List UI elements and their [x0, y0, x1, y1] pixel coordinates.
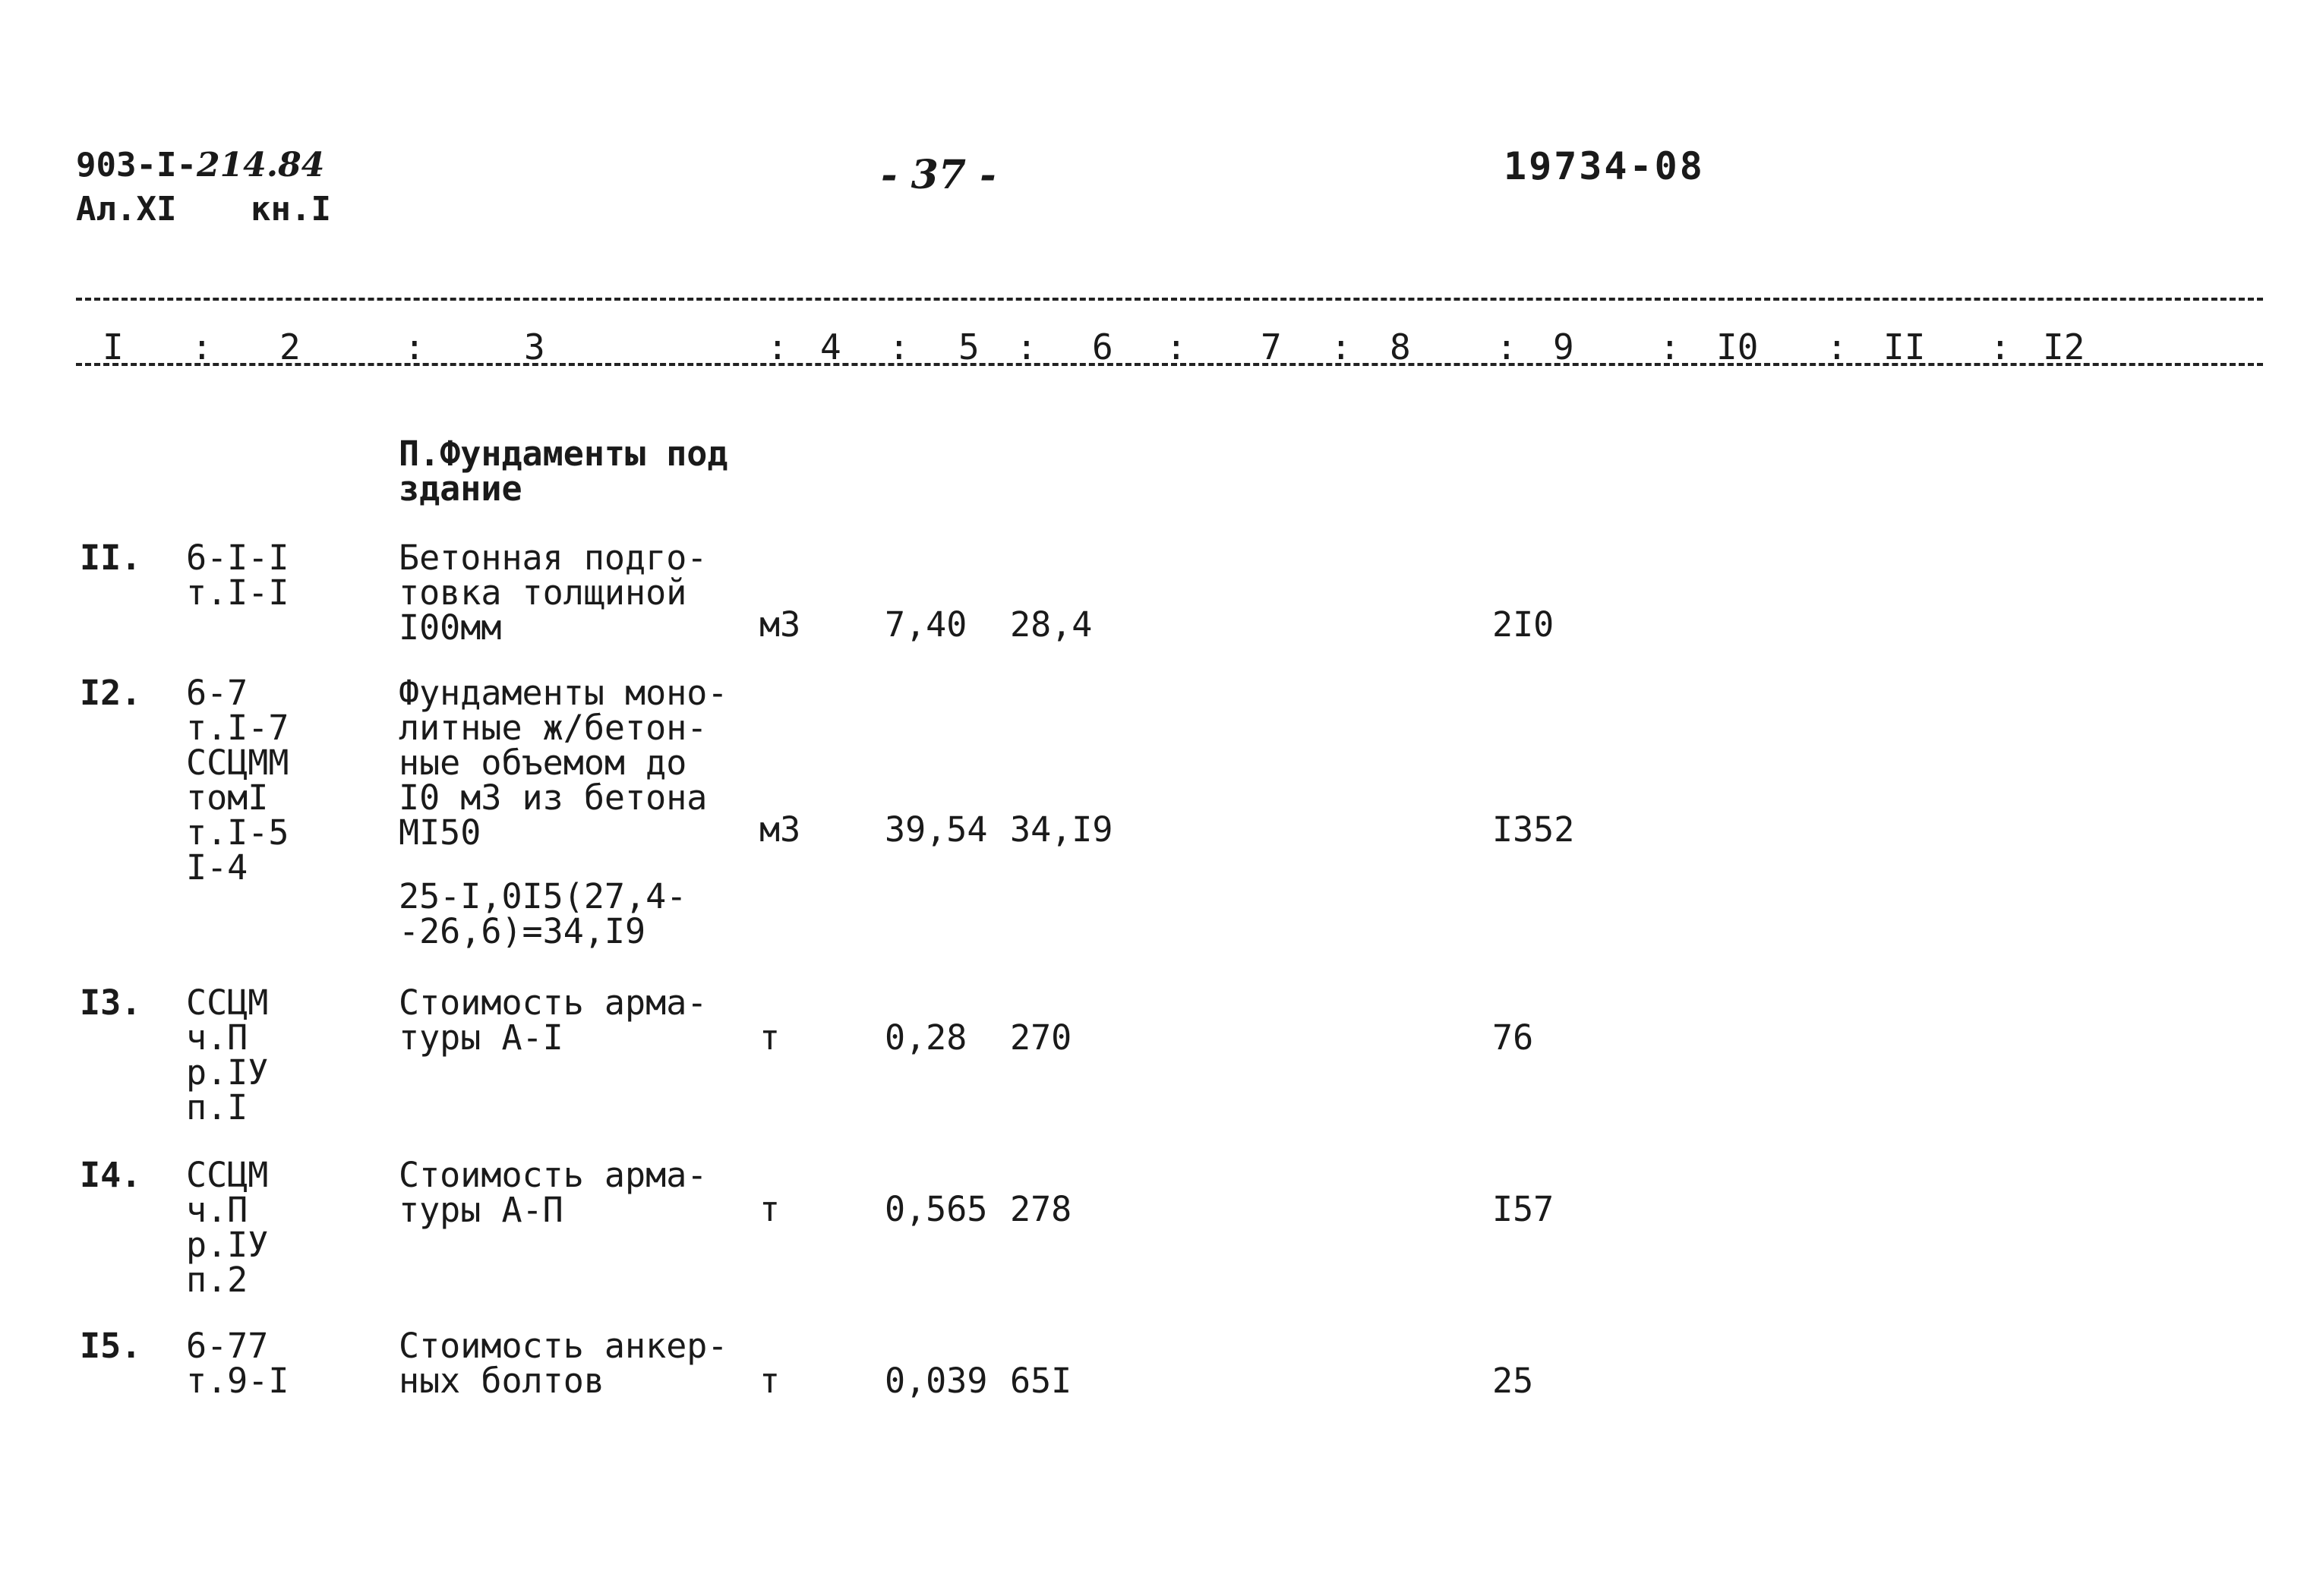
norm-reference: 6-77 т.9-I — [186, 1326, 289, 1401]
row-number: I3. — [80, 983, 142, 1023]
document-code-prefix: 903-I- — [76, 146, 197, 185]
document-code — [76, 146, 324, 185]
column-number: 6 — [1092, 326, 1113, 367]
column-separator: : — [1016, 326, 1037, 367]
unit: т — [759, 1189, 781, 1229]
column-number: I — [103, 326, 124, 367]
work-description: Стоимость арма- туры А-П — [399, 1155, 708, 1230]
column-separator: : — [1659, 326, 1681, 367]
unit: т — [759, 1017, 781, 1058]
quantity: 7,40 — [885, 604, 967, 645]
column-number: 8 — [1390, 326, 1411, 367]
unit-price: 28,4 — [1010, 604, 1093, 645]
table-top-rule — [76, 298, 2263, 301]
column-separator: : — [1990, 326, 2011, 367]
album-label: Ал.XI — [76, 190, 177, 229]
work-description: Стоимость арма- туры А-I — [399, 983, 708, 1058]
row-number: I4. — [80, 1155, 142, 1195]
column-separator: : — [888, 326, 910, 367]
page-number: - 37 - — [881, 152, 996, 198]
unit: м3 — [759, 809, 801, 850]
unit: м3 — [759, 604, 801, 645]
unit-price: 270 — [1010, 1017, 1072, 1058]
unit-price: 34,I9 — [1010, 809, 1113, 850]
column-number: 4 — [820, 326, 841, 367]
column-separator: : — [1166, 326, 1187, 367]
sheet-code: 19734-08 — [1504, 144, 1705, 188]
column-number: 5 — [958, 326, 980, 367]
quantity: 39,54 — [885, 809, 988, 850]
column-number: 7 — [1261, 326, 1282, 367]
column-number: I0 — [1716, 326, 1759, 367]
total-cost: I352 — [1492, 809, 1575, 850]
section-title: П.Фундаменты под здание — [399, 434, 728, 509]
row-number: I2. — [80, 673, 142, 713]
quantity: 0,039 — [885, 1361, 988, 1401]
book-label: кн.I — [251, 190, 331, 229]
total-cost: 25 — [1492, 1361, 1534, 1401]
work-description: Стоимость анкер- ных болтов — [399, 1326, 728, 1401]
column-number: 3 — [524, 326, 545, 367]
norm-reference: ССЦМ ч.П р.IУ п.2 — [186, 1155, 269, 1300]
column-separator: : — [1496, 326, 1517, 367]
column-number: I2 — [2043, 326, 2085, 367]
column-separator: : — [1330, 326, 1352, 367]
column-separator: : — [404, 326, 425, 367]
quantity: 0,565 — [885, 1189, 988, 1229]
unit: т — [759, 1361, 781, 1401]
column-number: II — [1883, 326, 1926, 367]
norm-reference: 6-7 т.I-7 ССЦММ томI т.I-5 I-4 — [186, 673, 289, 888]
document-code-handwritten: 214.84 — [196, 146, 325, 185]
row-number: II. — [80, 538, 142, 578]
column-number: 2 — [279, 326, 301, 367]
unit-price: 65I — [1010, 1361, 1072, 1401]
total-cost: 2I0 — [1492, 604, 1554, 645]
unit-price: 278 — [1010, 1189, 1072, 1229]
total-cost: 76 — [1492, 1017, 1534, 1058]
total-cost: I57 — [1492, 1189, 1554, 1229]
calculation-note: 25-I,0I5(27,4- -26,6)=34,I9 — [399, 876, 687, 951]
column-separator: : — [1826, 326, 1848, 367]
work-description: Фундаменты моно- литные ж/бетон- ные объемом до I0 м3 из бетона МI50 — [399, 673, 728, 853]
column-separator: : — [191, 326, 213, 367]
norm-reference: ССЦМ ч.П р.IУ п.I — [186, 983, 269, 1128]
quantity: 0,28 — [885, 1017, 967, 1058]
row-number: I5. — [80, 1326, 142, 1366]
column-separator: : — [767, 326, 788, 367]
work-description: Бетонная подго- товка толщиной I00мм — [399, 538, 708, 648]
column-number: 9 — [1553, 326, 1574, 367]
norm-reference: 6-I-I т.I-I — [186, 538, 289, 613]
